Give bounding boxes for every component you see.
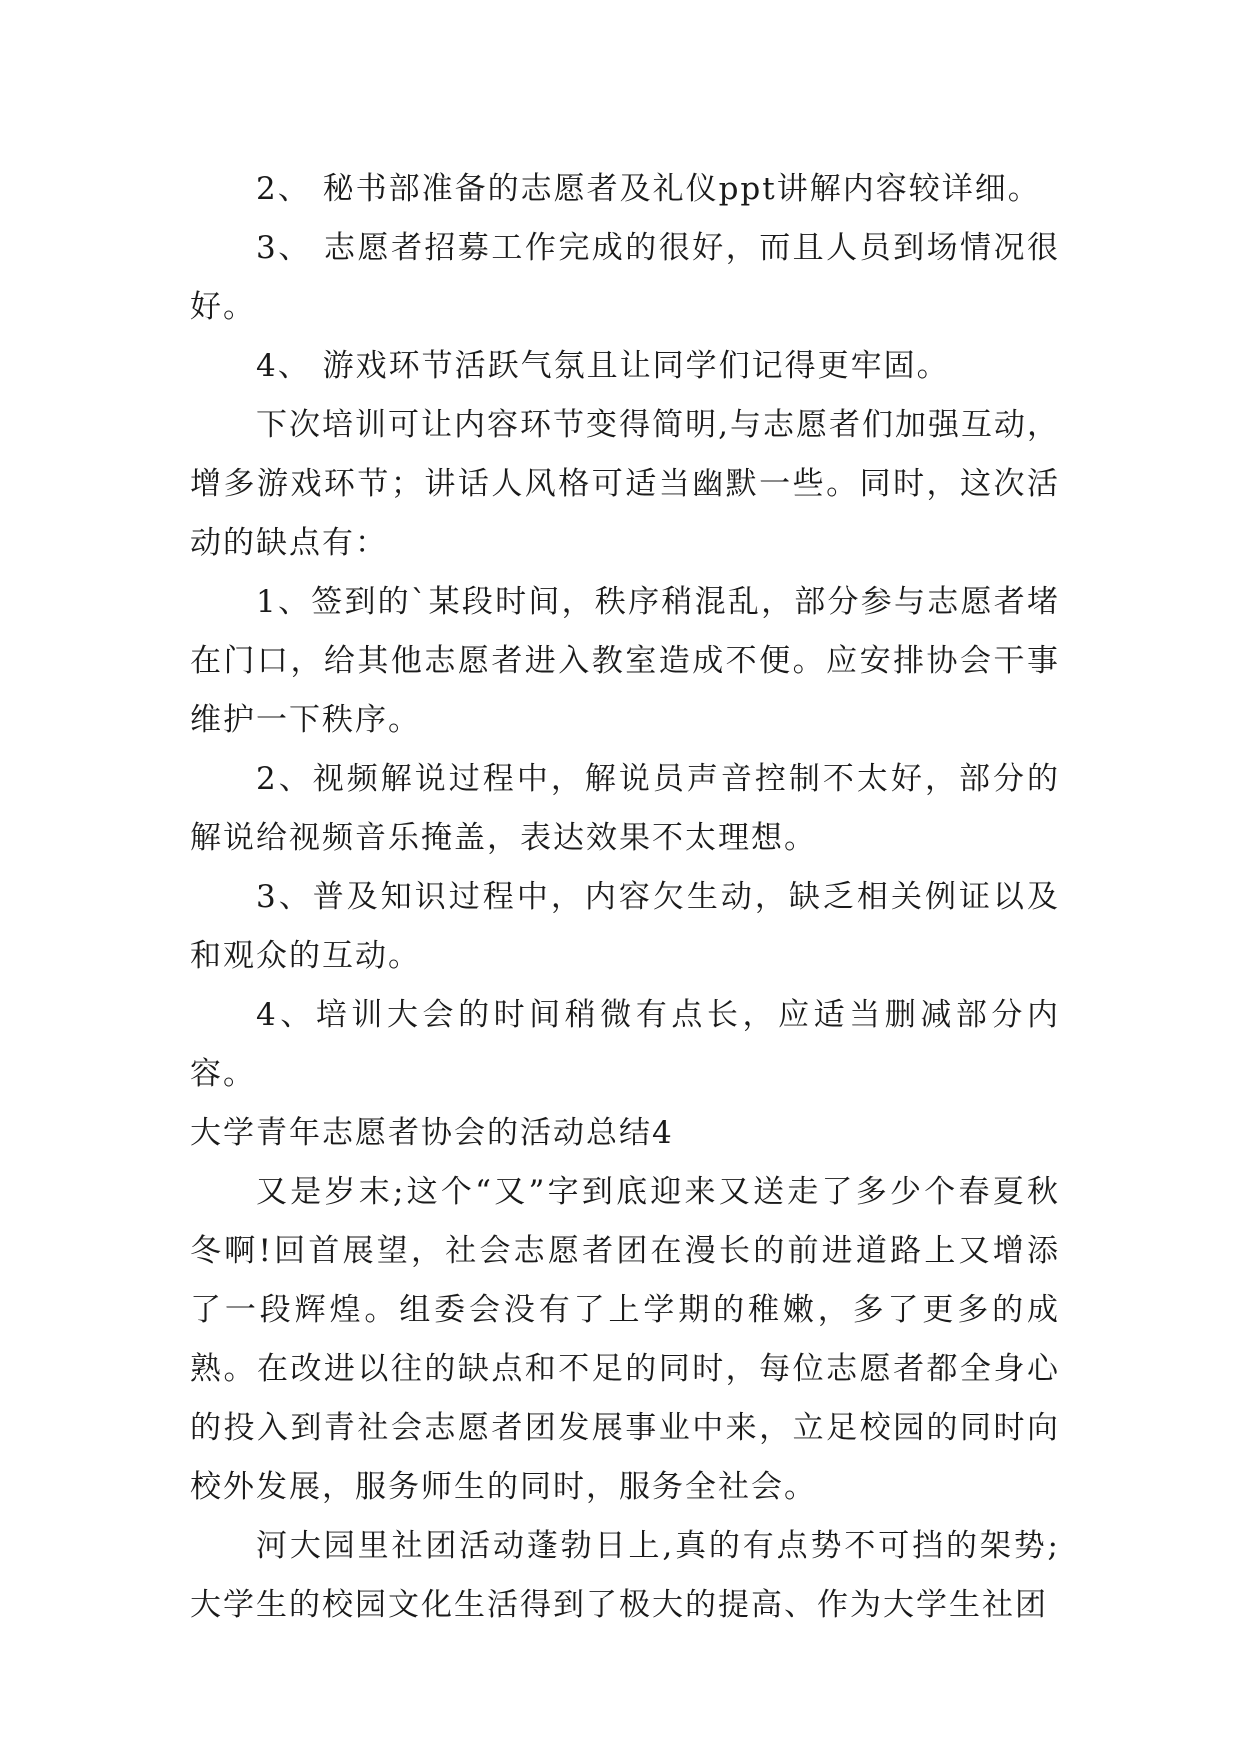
paragraph-shortcoming-4: 4、培训大会的时间稍微有点长，应适当删减部分内容。 (190, 997, 1060, 1092)
document-body (190, 160, 1060, 1635)
paragraph-item-2-ppt: 2、 秘书部准备的志愿者及礼仪ppt讲解内容较详细。 (256, 171, 1041, 207)
paragraph-next-training: 下次培训可让内容环节变得简明,与志愿者们加强互动，增多游戏环节；讲话人风格可适当幽默一些。同时，这次活动的缺点有： (190, 407, 1060, 561)
section-heading: 大学青年志愿者协会的活动总结4 (190, 1115, 674, 1151)
paragraph-shortcoming-3: 3、普及知识过程中，内容欠生动，缺乏相关例证以及和观众的互动。 (190, 879, 1060, 974)
paragraph-year-end: 又是岁末;这个“又”字到底迎来又送走了多少个春夏秋冬啊!回首展望，社会志愿者团在漫长的前进道路上又增添了一段辉煌。组委会没有了上学期的稚嫩，多了更多的成熟。在改进以往的缺点和不足的同时，每位志愿者都全身心的投入到青社会志愿者团发展事业中来，立足校园的同时向校外发展，服务师生的同时，服务全社会。 (190, 1174, 1060, 1505)
paragraph-shortcoming-1: 1、签到的`某段时间，秩序稍混乱，部分参与志愿者堵在门口，给其他志愿者进入教室造成不便。应安排协会干事维护一下秩序。 (190, 584, 1060, 738)
paragraph-shortcoming-2: 2、视频解说过程中，解说员声音控制不太好，部分的解说给视频音乐掩盖，表达效果不太理想。 (190, 761, 1060, 856)
paragraph-item-3-recruitment: 3、 志愿者招募工作完成的很好，而且人员到场情况很好。 (190, 230, 1060, 325)
paragraph-item-4-games: 4、 游戏环节活跃气氛且让同学们记得更牢固。 (256, 348, 950, 384)
paragraph-campus-activities: 河大园里社团活动蓬勃日上,真的有点势不可挡的架势;大学生的校园文化生活得到了极大的提高、作为大学生社团 (190, 1528, 1060, 1623)
